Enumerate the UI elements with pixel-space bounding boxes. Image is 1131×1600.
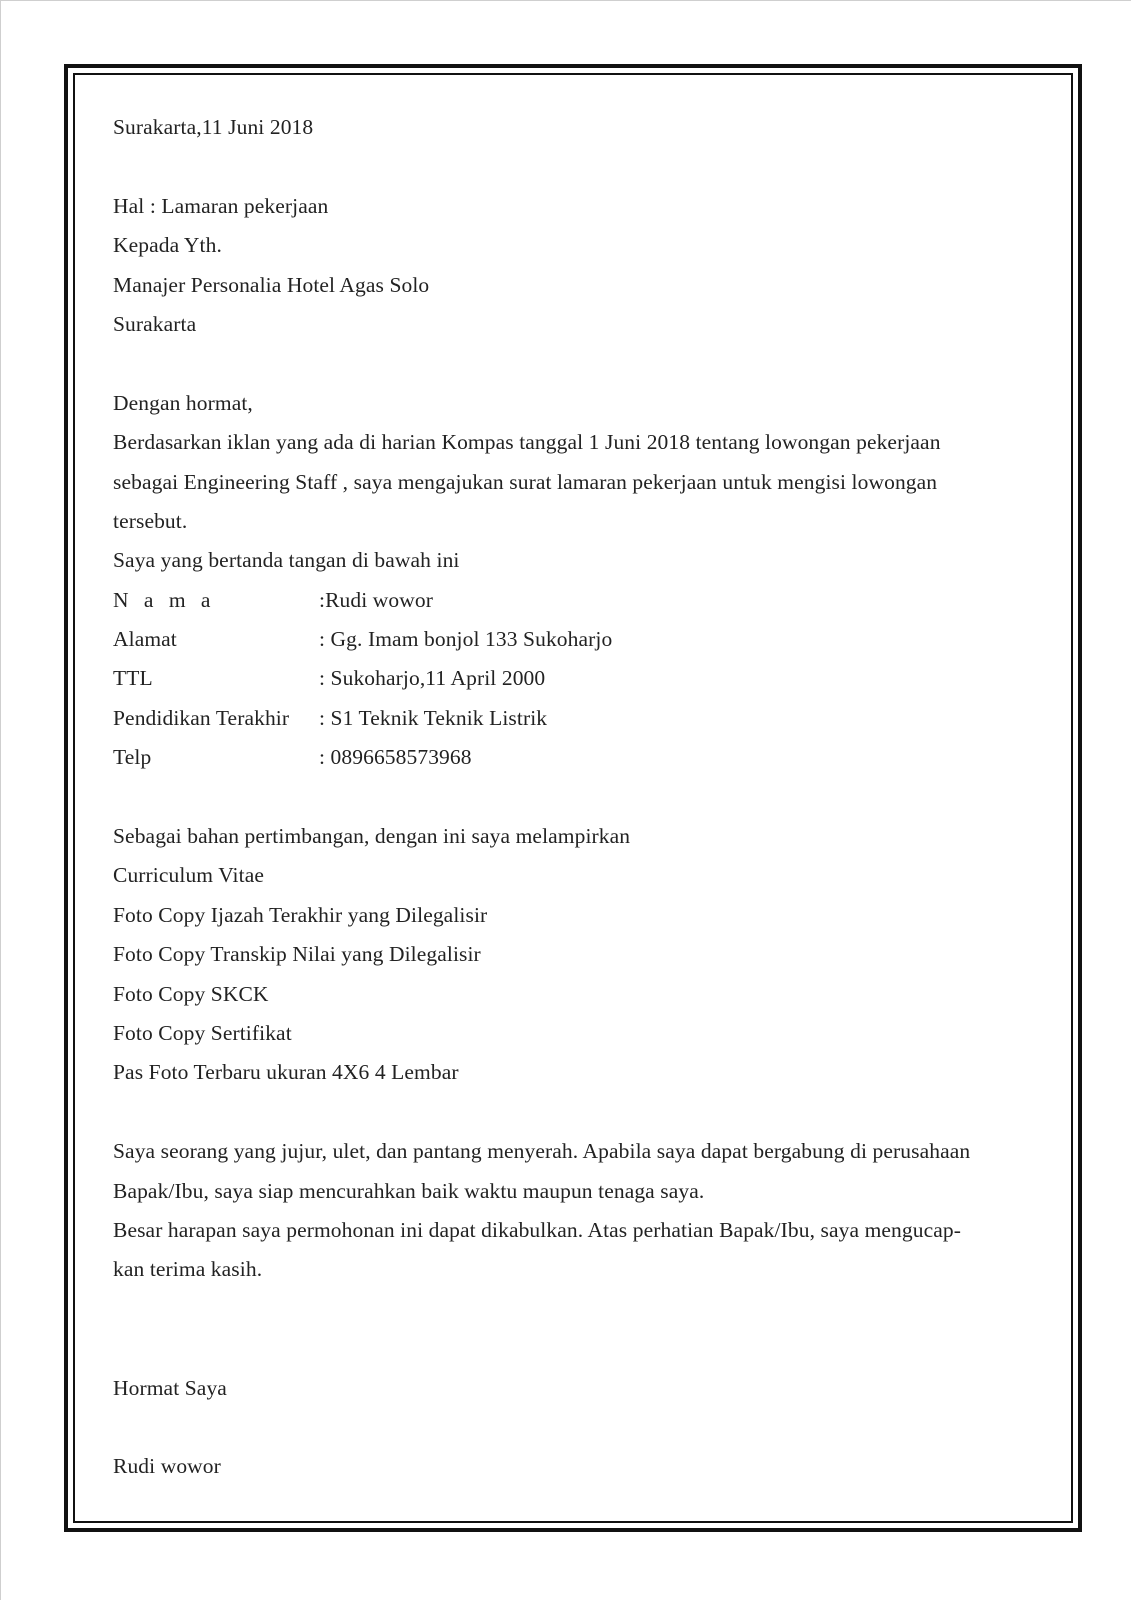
intro-line: sebagai Engineering Staff , saya mengajukan surat lamaran pekerjaan untuk mengisi lowongan	[113, 469, 938, 494]
identity-value: : 0896658573968	[319, 745, 472, 770]
identity-label: Alamat	[113, 627, 177, 652]
sign-off: Hormat Saya	[113, 1375, 227, 1400]
blank-line	[113, 1408, 1013, 1447]
blank-line	[113, 1093, 1013, 1132]
blank-line	[113, 1290, 1013, 1329]
identity-label: TTL	[113, 666, 153, 691]
closing-line: Saya seorang yang jujur, ulet, dan pantang menyerah. Apabila saya dapat bergabung di perusahaan	[113, 1139, 971, 1164]
signer-name: Rudi wowor	[113, 1454, 221, 1479]
place-date: Surakarta,11 Juni 2018	[113, 115, 314, 139]
attachment-item: Foto Copy Sertifikat	[113, 1020, 292, 1045]
identity-label: Telp	[113, 745, 152, 770]
identity-row-name	[113, 581, 1013, 620]
closing-line: kan terima kasih.	[113, 1257, 263, 1282]
blank-line	[113, 344, 1013, 383]
identity-label: N a m a	[113, 587, 216, 612]
recipient-salutation: Kepada Yth.	[113, 233, 222, 258]
intro-line: Berdasarkan iklan yang ada di harian Kompas tanggal 1 Juni 2018 tentang lowongan pekerjaan	[113, 430, 941, 455]
blank-line	[113, 778, 1013, 817]
greeting: Dengan hormat,	[113, 390, 253, 415]
identity-row-education	[113, 699, 1013, 738]
blank-line	[113, 147, 1013, 186]
recipient-city: Surakarta	[113, 311, 197, 336]
identity-row-birth	[113, 659, 1013, 698]
attachment-item: Foto Copy Ijazah Terakhir yang Dilegalisir	[113, 902, 488, 927]
intro-line: tersebut.	[113, 508, 188, 533]
blank-line	[113, 1329, 1013, 1368]
identity-value: : S1 Teknik Teknik Listrik	[319, 705, 548, 730]
identity-value: :Rudi wowor	[319, 587, 433, 612]
identity-label: Pendidikan Terakhir	[113, 705, 290, 730]
attachment-item: Foto Copy SKCK	[113, 981, 269, 1006]
attachment-item: Foto Copy Transkip Nilai yang Dilegalisir	[113, 942, 481, 967]
identity-row-address	[113, 620, 1013, 659]
recipient-name: Manajer Personalia Hotel Agas Solo	[113, 272, 430, 297]
closing-line: Besar harapan saya permohonan ini dapat dikabulkan. Atas perhatian Bapak/Ibu, saya mengucap-	[113, 1217, 962, 1242]
identity-value: : Gg. Imam bonjol 133 Sukoharjo	[319, 627, 613, 652]
attachment-item: Pas Foto Terbaru ukuran 4X6 4 Lembar	[113, 1060, 459, 1085]
attachment-item: Curriculum Vitae	[113, 863, 264, 888]
subject-line: Hal : Lamaran pekerjaan	[113, 193, 329, 218]
closing-line: Bapak/Ibu, saya siap mencurahkan baik waktu maupun tenaga saya.	[113, 1178, 705, 1203]
identity-row-phone	[113, 738, 1013, 777]
undersigned-line: Saya yang bertanda tangan di bawah ini	[113, 548, 460, 573]
identity-value: : Sukoharjo,11 April 2000	[319, 666, 546, 691]
application-letter	[113, 108, 1013, 1487]
attachments-intro: Sebagai bahan pertimbangan, dengan ini saya melampirkan	[113, 824, 631, 849]
